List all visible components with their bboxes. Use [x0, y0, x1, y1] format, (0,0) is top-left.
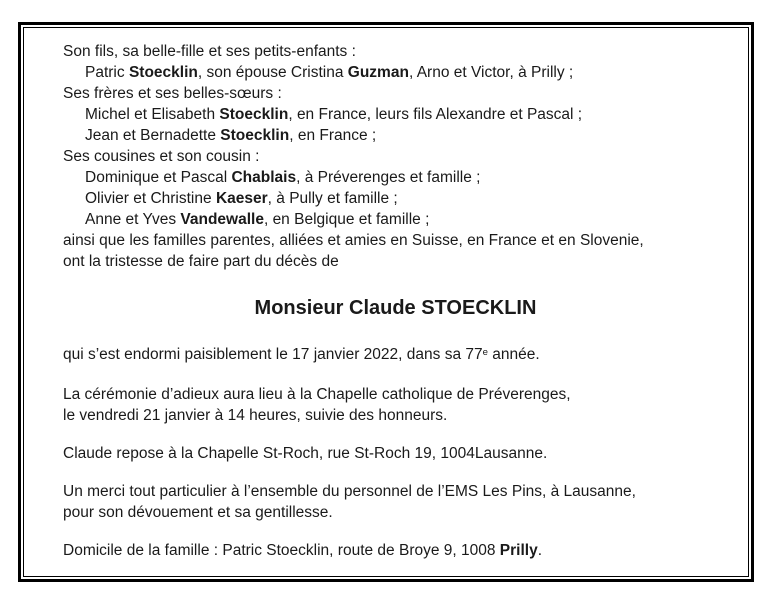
- text-segment: , son épouse Cristina: [197, 64, 348, 81]
- text-segment: Son fils, sa belle-fille et ses petits-enfants :: [63, 43, 356, 60]
- text-segment: Ses frères et ses belles-sœurs :: [63, 85, 282, 102]
- paragraph-line: [63, 344, 728, 367]
- bold-text: Kaeser: [215, 190, 268, 207]
- text-segment: Domicile de la famille : Patric Stoecklin, route de Broye 9, 1008: [63, 542, 500, 559]
- family-line: [63, 125, 728, 146]
- superscript-text: e: [482, 346, 488, 358]
- text-segment: Un merci tout particulier à l’ensemble du personnel de l’EMS Les Pins, à Lausanne,: [63, 483, 636, 500]
- text-segment: Anne et Yves: [85, 211, 181, 228]
- family-block: [63, 41, 728, 272]
- paragraph-line: [63, 443, 728, 464]
- text-segment: Jean et Bernadette: [85, 127, 221, 144]
- announcement-paragraphs: [63, 344, 728, 561]
- text-segment: pour son dévouement et sa gentillesse.: [63, 504, 333, 521]
- family-line: [63, 104, 728, 125]
- paragraph-line: [63, 384, 728, 405]
- paragraph-line: [63, 540, 728, 561]
- bold-text: Prilly: [499, 542, 538, 559]
- deceased-name-title: Monsieur Claude STOECKLIN: [254, 297, 537, 319]
- text-segment: ont la tristesse de faire part du décès de: [63, 253, 339, 270]
- announcement-content: [23, 27, 749, 577]
- text-segment: , en France ;: [289, 127, 377, 144]
- bold-text: Chablais: [231, 169, 297, 186]
- family-line: [63, 167, 728, 188]
- bold-text: Stoecklin: [219, 106, 289, 123]
- text-segment: Ses cousines et son cousin :: [63, 148, 260, 165]
- text-segment: Patric: [85, 64, 129, 81]
- text-segment: qui s’est endormi paisiblement le 17 janvier 2022, dans sa 77: [63, 346, 483, 363]
- text-segment: .: [537, 542, 543, 559]
- text-segment: Olivier et Christine: [85, 190, 216, 207]
- family-line: [63, 230, 728, 251]
- paragraph: [63, 443, 728, 464]
- text-segment: année.: [487, 346, 540, 363]
- text-segment: , en Belgique et famille ;: [263, 211, 430, 228]
- text-segment: , à Préverenges et famille ;: [296, 169, 481, 186]
- bold-text: Vandewalle: [180, 211, 264, 228]
- paragraph-line: [63, 502, 728, 523]
- paragraph: [63, 481, 728, 523]
- bold-text: Stoecklin: [128, 64, 198, 81]
- family-line: [63, 188, 728, 209]
- bold-text: Guzman: [347, 64, 409, 81]
- paragraph-line: [63, 405, 728, 426]
- bold-text: Stoecklin: [220, 127, 290, 144]
- text-segment: ainsi que les familles parentes, alliées et amies en Suisse, en France et en Slovenie,: [63, 232, 644, 249]
- text-segment: , à Pully et famille ;: [267, 190, 398, 207]
- paragraph: [63, 540, 728, 561]
- family-line: [63, 62, 728, 83]
- family-line: [63, 251, 728, 272]
- family-line: [63, 83, 728, 104]
- paragraph: [63, 344, 728, 367]
- text-segment: La cérémonie d’adieux aura lieu à la Chapelle catholique de Préverenges,: [63, 386, 571, 403]
- text-segment: le vendredi 21 janvier à 14 heures, suivie des honneurs.: [63, 407, 448, 424]
- text-segment: , Arno et Victor, à Prilly ;: [408, 64, 574, 81]
- paragraph-line: [63, 481, 728, 502]
- text-segment: Michel et Elisabeth: [85, 106, 220, 123]
- paragraph: [63, 384, 728, 426]
- family-line: [63, 146, 728, 167]
- announcement-frame: [18, 22, 754, 582]
- family-line: [63, 209, 728, 230]
- family-line: [63, 41, 728, 62]
- text-segment: , en France, leurs fils Alexandre et Pascal ;: [288, 106, 583, 123]
- text-segment: Dominique et Pascal: [85, 169, 232, 186]
- text-segment: Claude repose à la Chapelle St-Roch, rue St-Roch 19, 1004Lausanne.: [63, 445, 548, 462]
